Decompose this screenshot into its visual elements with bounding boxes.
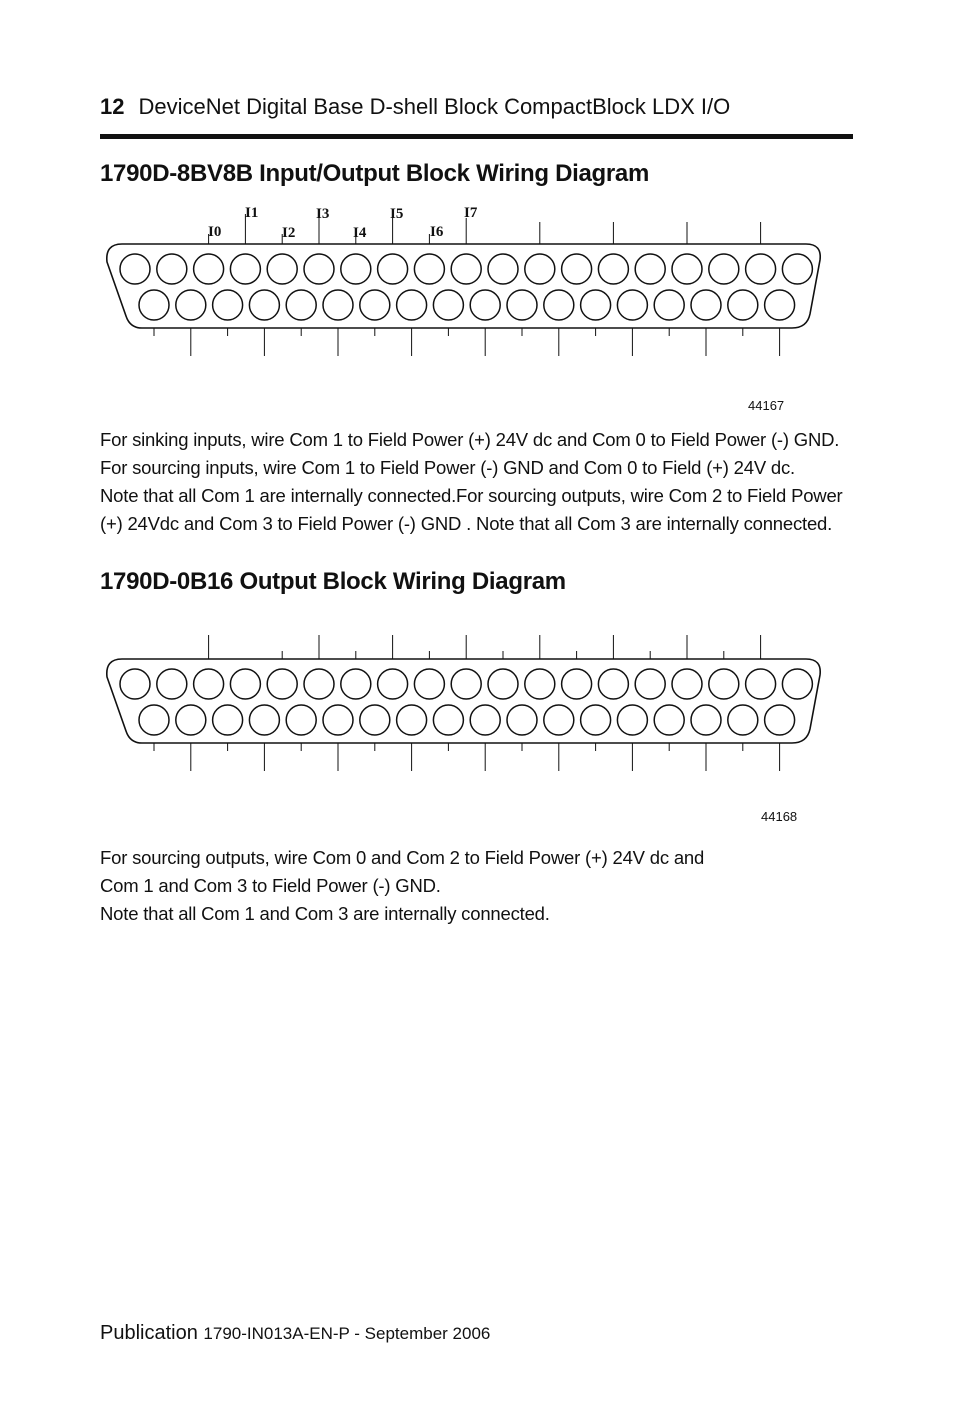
pin-top bbox=[709, 669, 739, 699]
pin-bottom bbox=[691, 290, 721, 320]
connector-shell bbox=[107, 244, 820, 328]
header-title: DeviceNet Digital Base D-shell Block CompactBlock LDX I/O bbox=[138, 94, 731, 119]
connector-shell bbox=[107, 659, 820, 743]
section1-line: For sinking inputs, wire Com 1 to Field Power (+) 24V dc and Com 0 to Field Power (-) GND. bbox=[100, 429, 840, 450]
pin-top bbox=[525, 669, 555, 699]
pin-top bbox=[157, 254, 187, 284]
pin-top bbox=[304, 669, 334, 699]
footer-publication: 1790-IN013A-EN-P - September 2006 bbox=[203, 1324, 491, 1343]
pin-top bbox=[635, 254, 665, 284]
pin-bottom bbox=[286, 290, 316, 320]
pin-bottom bbox=[139, 290, 169, 320]
pin-top bbox=[267, 254, 297, 284]
pin-bottom bbox=[286, 705, 316, 735]
pin-bottom bbox=[213, 705, 243, 735]
pin-bottom bbox=[323, 705, 353, 735]
page-number: 12 bbox=[100, 94, 125, 119]
figure-number-44167: 44167 bbox=[748, 398, 785, 413]
section1-line: For sourcing inputs, wire Com 1 to Field Power (-) GND and Com 0 to Field (+) 24V dc. bbox=[100, 457, 795, 478]
footer-label: Publication bbox=[100, 1322, 198, 1344]
pin-bottom bbox=[765, 705, 795, 735]
pin-top bbox=[782, 254, 812, 284]
pin-top bbox=[378, 254, 408, 284]
pin-top bbox=[341, 254, 371, 284]
pin-bottom bbox=[507, 290, 537, 320]
section1-line: (+) 24Vdc and Com 3 to Field Power (-) GND . Note that all Com 3 are internally connected. bbox=[100, 513, 833, 534]
pin-top bbox=[598, 254, 628, 284]
pin-top bbox=[746, 254, 776, 284]
pin-label: I2 bbox=[282, 225, 296, 241]
pin-bottom bbox=[433, 705, 463, 735]
pin-bottom bbox=[249, 290, 279, 320]
pin-bottom bbox=[360, 705, 390, 735]
pin-top bbox=[230, 254, 260, 284]
section2-line: For sourcing outputs, wire Com 0 and Com 2 to Field Power (+) 24V dc and bbox=[100, 847, 705, 868]
section1-text bbox=[100, 426, 860, 538]
pin-bottom bbox=[360, 290, 390, 320]
pin-bottom bbox=[397, 705, 427, 735]
section2-line: Com 1 and Com 3 to Field Power (-) GND. bbox=[100, 875, 441, 896]
pin-top bbox=[451, 669, 481, 699]
section2-heading: 1790D-0B16 Output Block Wiring Diagram bbox=[100, 568, 566, 595]
connector-diagram-0b16 bbox=[100, 625, 830, 775]
pin-bottom bbox=[654, 290, 684, 320]
pin-top bbox=[451, 254, 481, 284]
pin-bottom bbox=[617, 290, 647, 320]
pin-top bbox=[341, 669, 371, 699]
pin-top bbox=[120, 254, 150, 284]
pin-bottom bbox=[728, 705, 758, 735]
pin-bottom bbox=[765, 290, 795, 320]
pin-label: I7 bbox=[464, 205, 478, 221]
pin-bottom bbox=[617, 705, 647, 735]
pin-bottom bbox=[470, 705, 500, 735]
pin-top bbox=[194, 669, 224, 699]
pin-bottom bbox=[323, 290, 353, 320]
section1-line: Note that all Com 1 are internally connected.For sourcing outputs, wire Com 2 to Field Power bbox=[100, 485, 843, 506]
pin-bottom bbox=[213, 290, 243, 320]
pin-label: I6 bbox=[430, 224, 444, 240]
pin-bottom bbox=[544, 290, 574, 320]
pin-top bbox=[488, 254, 518, 284]
pin-top bbox=[562, 669, 592, 699]
pin-top bbox=[672, 254, 702, 284]
pin-top bbox=[267, 669, 297, 699]
pin-top bbox=[709, 254, 739, 284]
pin-label: I5 bbox=[390, 206, 404, 222]
pin-top bbox=[562, 254, 592, 284]
pin-bottom bbox=[691, 705, 721, 735]
pin-top bbox=[230, 669, 260, 699]
pin-top bbox=[120, 669, 150, 699]
pin-top bbox=[414, 669, 444, 699]
pin-top bbox=[378, 669, 408, 699]
pin-bottom bbox=[249, 705, 279, 735]
pin-bottom bbox=[470, 290, 500, 320]
pin-label: I0 bbox=[208, 224, 222, 240]
pin-label: I4 bbox=[353, 225, 367, 241]
header-rule bbox=[100, 134, 853, 139]
pin-bottom bbox=[433, 290, 463, 320]
pin-top bbox=[598, 669, 628, 699]
pin-label: I1 bbox=[245, 205, 259, 221]
pin-top bbox=[194, 254, 224, 284]
pin-bottom bbox=[654, 705, 684, 735]
pin-bottom bbox=[507, 705, 537, 735]
pin-top bbox=[304, 254, 334, 284]
figure-number-44168: 44168 bbox=[761, 809, 798, 824]
pin-bottom bbox=[176, 705, 206, 735]
connector-diagram-8bv8b bbox=[100, 200, 830, 360]
pin-top bbox=[746, 669, 776, 699]
pin-top bbox=[414, 254, 444, 284]
pin-top bbox=[672, 669, 702, 699]
page-footer bbox=[100, 1322, 490, 1345]
section2-line: Note that all Com 1 and Com 3 are internally connected. bbox=[100, 903, 550, 924]
pin-bottom bbox=[397, 290, 427, 320]
pin-bottom bbox=[581, 705, 611, 735]
pin-top bbox=[157, 669, 187, 699]
pin-top bbox=[635, 669, 665, 699]
section1-heading: 1790D-8BV8B Input/Output Block Wiring Diagram bbox=[100, 160, 650, 187]
section2-text bbox=[100, 844, 860, 928]
pin-top bbox=[525, 254, 555, 284]
pin-label: I3 bbox=[316, 206, 330, 222]
pin-bottom bbox=[176, 290, 206, 320]
pin-top bbox=[488, 669, 518, 699]
page-header bbox=[100, 94, 860, 120]
pin-bottom bbox=[581, 290, 611, 320]
pin-bottom bbox=[544, 705, 574, 735]
pin-bottom bbox=[728, 290, 758, 320]
pin-top bbox=[782, 669, 812, 699]
pin-bottom bbox=[139, 705, 169, 735]
